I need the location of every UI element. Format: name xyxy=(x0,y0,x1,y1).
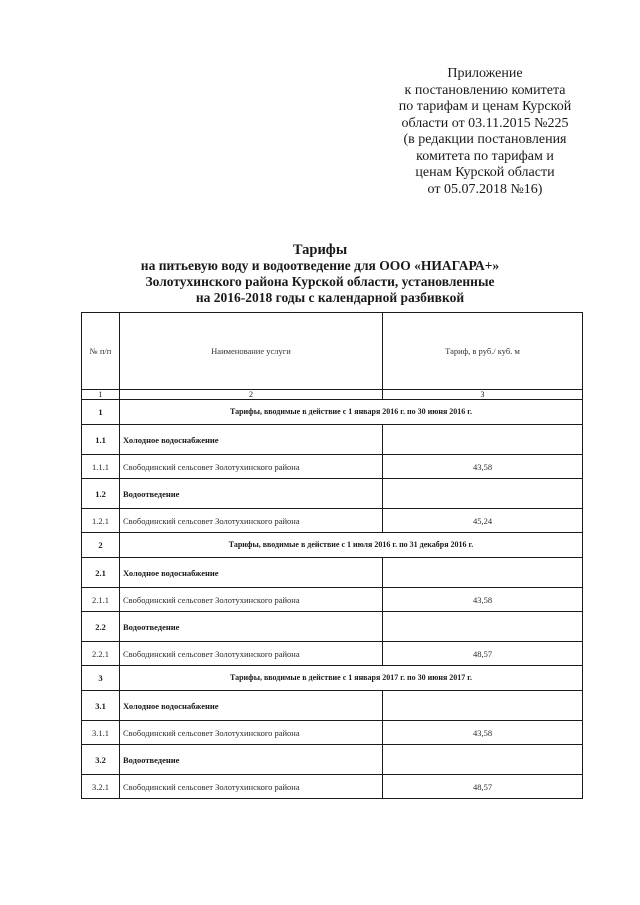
table-row xyxy=(82,642,583,666)
service-name: Водоотведение xyxy=(120,479,383,509)
item-tariff: 43,58 xyxy=(383,588,583,612)
service-tariff-empty xyxy=(383,612,583,642)
item-tariff: 43,58 xyxy=(383,455,583,479)
table-row xyxy=(82,509,583,533)
appendix-line: к постановлению комитета xyxy=(404,82,566,98)
table-header-row xyxy=(82,313,583,390)
period-title: Тарифы, вводимые в действие с 1 января 2017 г. по 30 июня 2017 г. xyxy=(120,666,583,691)
period-row xyxy=(82,666,583,691)
table-row xyxy=(82,455,583,479)
period-title: Тарифы, вводимые в действие с 1 января 2016 г. по 30 июня 2016 г. xyxy=(120,400,583,425)
service-code: 2.2 xyxy=(82,612,120,642)
service-name: Холодное водоснабжение xyxy=(120,425,383,455)
period-row xyxy=(82,533,583,558)
appendix-line: от 05.07.2018 №16) xyxy=(427,181,543,197)
appendix-line: по тарифам и ценам Курской xyxy=(398,99,572,114)
service-name: Холодное водоснабжение xyxy=(120,691,383,721)
service-name: Холодное водоснабжение xyxy=(120,558,383,588)
table-row xyxy=(82,775,583,799)
appendix-block xyxy=(360,66,610,198)
service-tariff-empty xyxy=(383,558,583,588)
service-name: Водоотведение xyxy=(120,745,383,775)
item-tariff: 45,24 xyxy=(383,509,583,533)
item-tariff: 48,57 xyxy=(383,775,583,799)
item-code: 1.2.1 xyxy=(82,509,120,533)
period-code: 3 xyxy=(82,666,120,691)
appendix-line: ценам Курской области xyxy=(415,165,555,180)
service-row xyxy=(82,425,583,455)
document-title xyxy=(60,242,580,306)
header-tariff: Тариф, в руб./ куб. м xyxy=(383,313,583,390)
service-tariff-empty xyxy=(383,691,583,721)
period-code: 1 xyxy=(82,400,120,425)
service-tariff-empty xyxy=(383,479,583,509)
column-number: 3 xyxy=(383,390,583,400)
item-code: 2.2.1 xyxy=(82,642,120,666)
column-number-row xyxy=(82,390,583,400)
service-tariff-empty xyxy=(383,745,583,775)
title-line: Золотухинского района Курской области, установленные xyxy=(145,274,495,289)
tariff-table xyxy=(81,312,583,799)
header-number: № п/п xyxy=(82,313,120,390)
appendix-line: (в редакции постановления xyxy=(403,132,567,147)
title-line: на питьевую воду и водоотведение для ООО «НИАГАРА+» xyxy=(140,258,500,273)
title-line: Тарифы xyxy=(292,242,348,258)
service-name: Водоотведение xyxy=(120,612,383,642)
service-tariff-empty xyxy=(383,425,583,455)
item-name: Свободинский сельсовет Золотухинского района xyxy=(120,588,383,612)
service-code: 1.1 xyxy=(82,425,120,455)
service-code: 3.1 xyxy=(82,691,120,721)
item-name: Свободинский сельсовет Золотухинского района xyxy=(120,455,383,479)
table-row xyxy=(82,721,583,745)
service-row xyxy=(82,558,583,588)
appendix-line: области от 03.11.2015 №225 xyxy=(401,115,569,131)
column-number: 1 xyxy=(82,390,120,400)
appendix-line: комитета по тарифам и xyxy=(416,148,554,164)
service-row xyxy=(82,479,583,509)
appendix-line: Приложение xyxy=(447,66,523,81)
item-name: Свободинский сельсовет Золотухинского района xyxy=(120,509,383,533)
item-name: Свободинский сельсовет Золотухинского района xyxy=(120,775,383,799)
service-code: 1.2 xyxy=(82,479,120,509)
service-row xyxy=(82,691,583,721)
item-name: Свободинский сельсовет Золотухинского района xyxy=(120,642,383,666)
service-code: 3.2 xyxy=(82,745,120,775)
service-row xyxy=(82,612,583,642)
period-title: Тарифы, вводимые в действие с 1 июля 2016 г. по 31 декабря 2016 г. xyxy=(120,533,583,558)
item-name: Свободинский сельсовет Золотухинского района xyxy=(120,721,383,745)
item-code: 2.1.1 xyxy=(82,588,120,612)
item-tariff: 48,57 xyxy=(383,642,583,666)
table-row xyxy=(82,588,583,612)
item-code: 3.2.1 xyxy=(82,775,120,799)
item-code: 3.1.1 xyxy=(82,721,120,745)
column-number: 2 xyxy=(120,390,383,400)
period-row xyxy=(82,400,583,425)
header-service-name: Наименование услуги xyxy=(120,313,383,390)
period-code: 2 xyxy=(82,533,120,558)
item-code: 1.1.1 xyxy=(82,455,120,479)
item-tariff: 43,58 xyxy=(383,721,583,745)
service-code: 2.1 xyxy=(82,558,120,588)
title-line: на 2016-2018 годы с календарной разбивкой xyxy=(195,290,465,305)
service-row xyxy=(82,745,583,775)
